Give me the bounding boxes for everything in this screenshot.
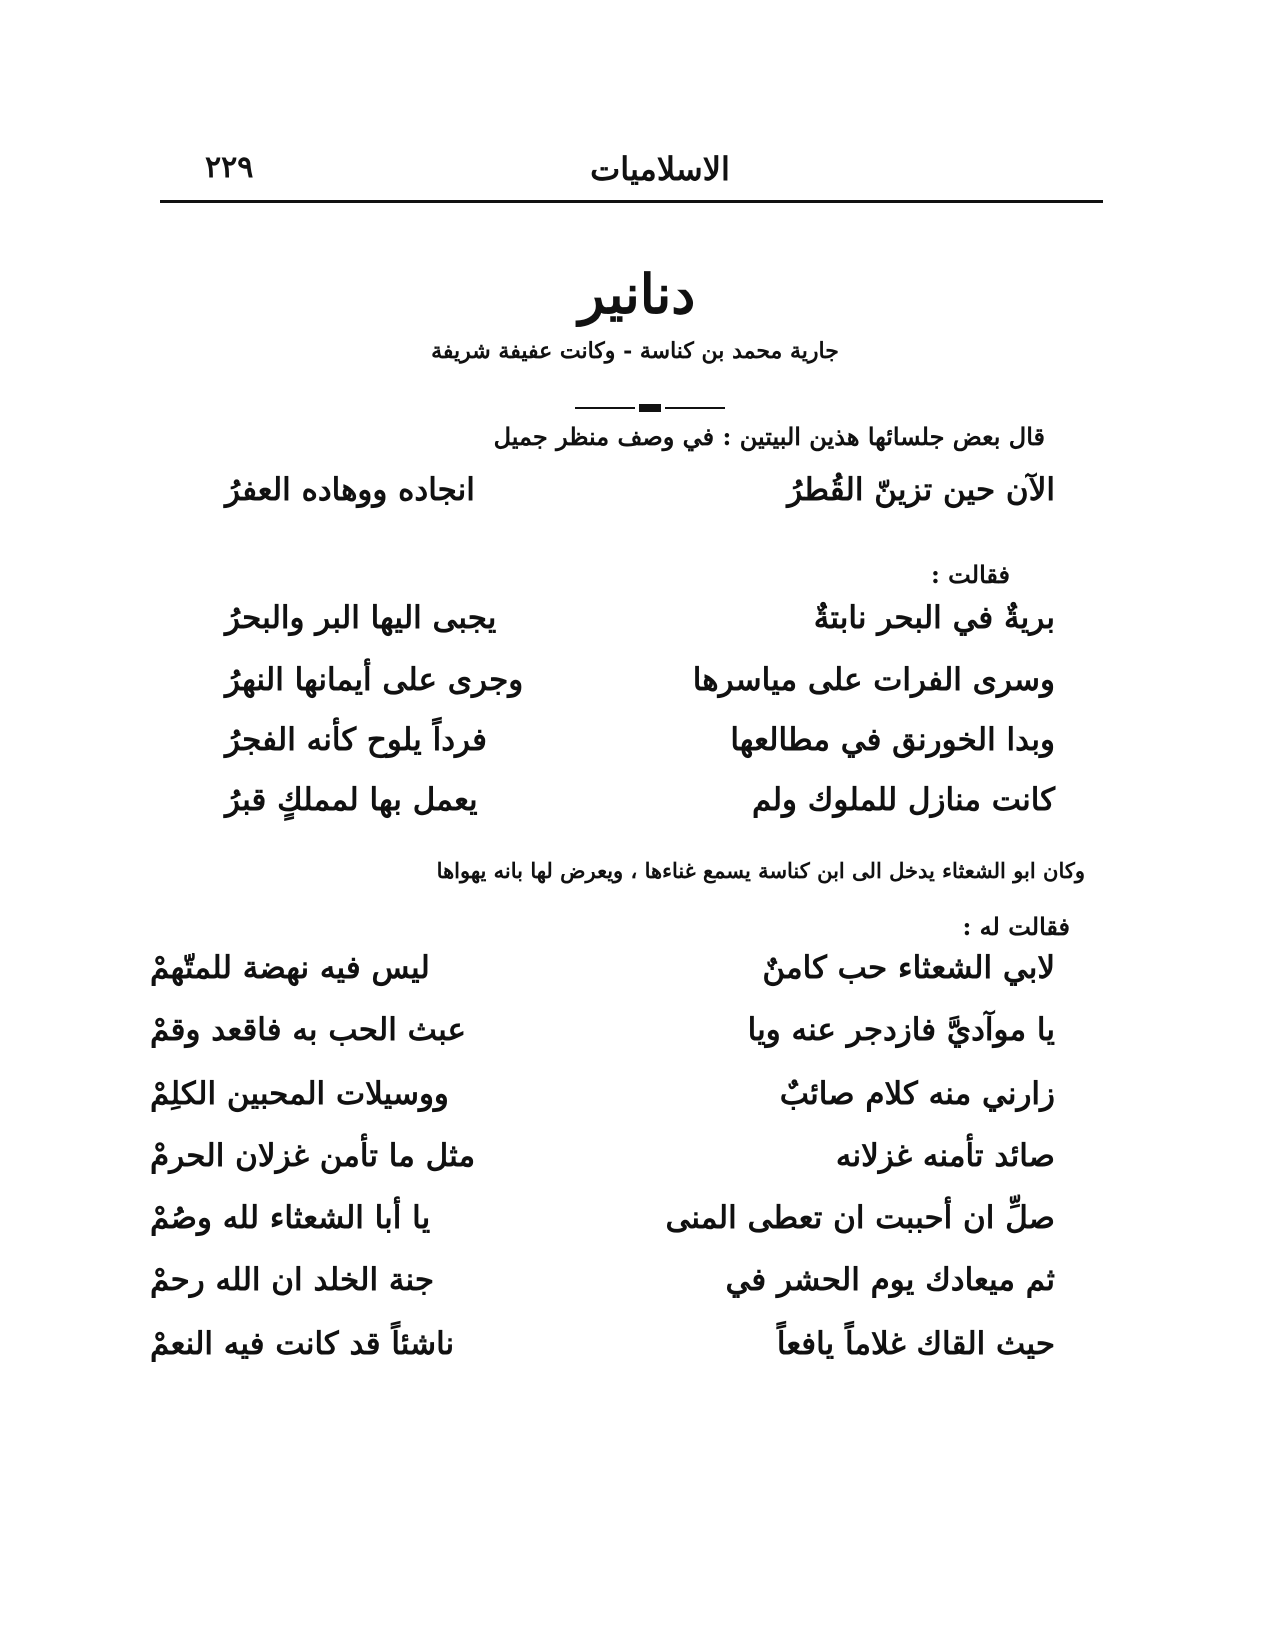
verse-first-hemistich: زارني منه كلام صائبٌ <box>779 1076 1055 1112</box>
verse-first-hemistich: بريةٌ في البحر نابتةٌ <box>813 600 1055 636</box>
ornament-divider <box>575 401 725 415</box>
verse-second-hemistich: يعمل بها لمملكٍ قبرُ <box>225 782 478 818</box>
verse-first-hemistich: وبدا الخورنق في مطالعها <box>730 722 1055 758</box>
couplet-first-hemistich: الآن حين تزينّ القُطرُ <box>787 472 1055 508</box>
verse-second-hemistich: وجرى على أيمانها النهرُ <box>225 662 524 698</box>
verse-second-hemistich: يا أبا الشعثاء لله وصُمْ <box>150 1200 431 1236</box>
verse-second-hemistich: يجبى اليها البر والبحرُ <box>225 600 497 636</box>
verse-first-hemistich: يا موآديَّ فازدجر عنه ويا <box>747 1012 1055 1048</box>
section-title: دنانير <box>578 262 696 326</box>
verse-second-hemistich: فرداً يلوح كأنه الفجرُ <box>225 722 487 758</box>
verse-first-hemistich: ثم ميعادك يوم الحشر في <box>725 1262 1055 1298</box>
verse-second-hemistich: ليس فيه نهضة للمتّهمْ <box>150 950 430 986</box>
section-subtitle: جارية محمد بن كناسة - وكانت عفيفة شريفة <box>431 338 839 364</box>
verse-first-hemistich: كانت منازل للملوك ولم <box>751 782 1055 818</box>
verse-second-hemistich: ناشئاً قد كانت فيه النعمْ <box>150 1326 455 1362</box>
verse-second-hemistich: مثل ما تأمن غزلان الحرمْ <box>150 1138 476 1174</box>
intro-line: قال بعض جلسائها هذين البيتين : في وصف منظر جميل <box>493 422 1045 451</box>
running-header-title: الاسلاميات <box>590 150 730 188</box>
page-number: ٢٢٩ <box>205 150 254 185</box>
verse-first-hemistich: صلِّ ان أحببت ان تعطى المنى <box>665 1200 1055 1236</box>
narrative-line: وكان ابو الشعثاء يدخل الى ابن كناسة يسمع غناءها ، ويعرض لها بانه يهواها <box>436 858 1085 883</box>
verse-second-hemistich: ووسيلات المحبين الكلِمْ <box>150 1076 449 1112</box>
verse-first-hemistich: لابي الشعثاء حب كامنٌ <box>762 950 1055 986</box>
verse-first-hemistich: حيث القاك غلاماً يافعاً <box>776 1326 1055 1362</box>
speaker-line-2: فقالت له : <box>962 912 1070 941</box>
header-rule <box>160 200 1103 203</box>
couplet-second-hemistich: انجاده ووهاده العفرُ <box>225 472 475 508</box>
verse-first-hemistich: صائد تأمنه غزلانه <box>835 1138 1055 1174</box>
verse-second-hemistich: عبث الحب به فاقعد وقمْ <box>150 1012 466 1048</box>
speaker-line: فقالت : <box>930 560 1010 589</box>
verse-first-hemistich: وسرى الفرات على مياسرها <box>692 662 1055 698</box>
verse-second-hemistich: جنة الخلد ان الله رحمْ <box>150 1262 434 1298</box>
